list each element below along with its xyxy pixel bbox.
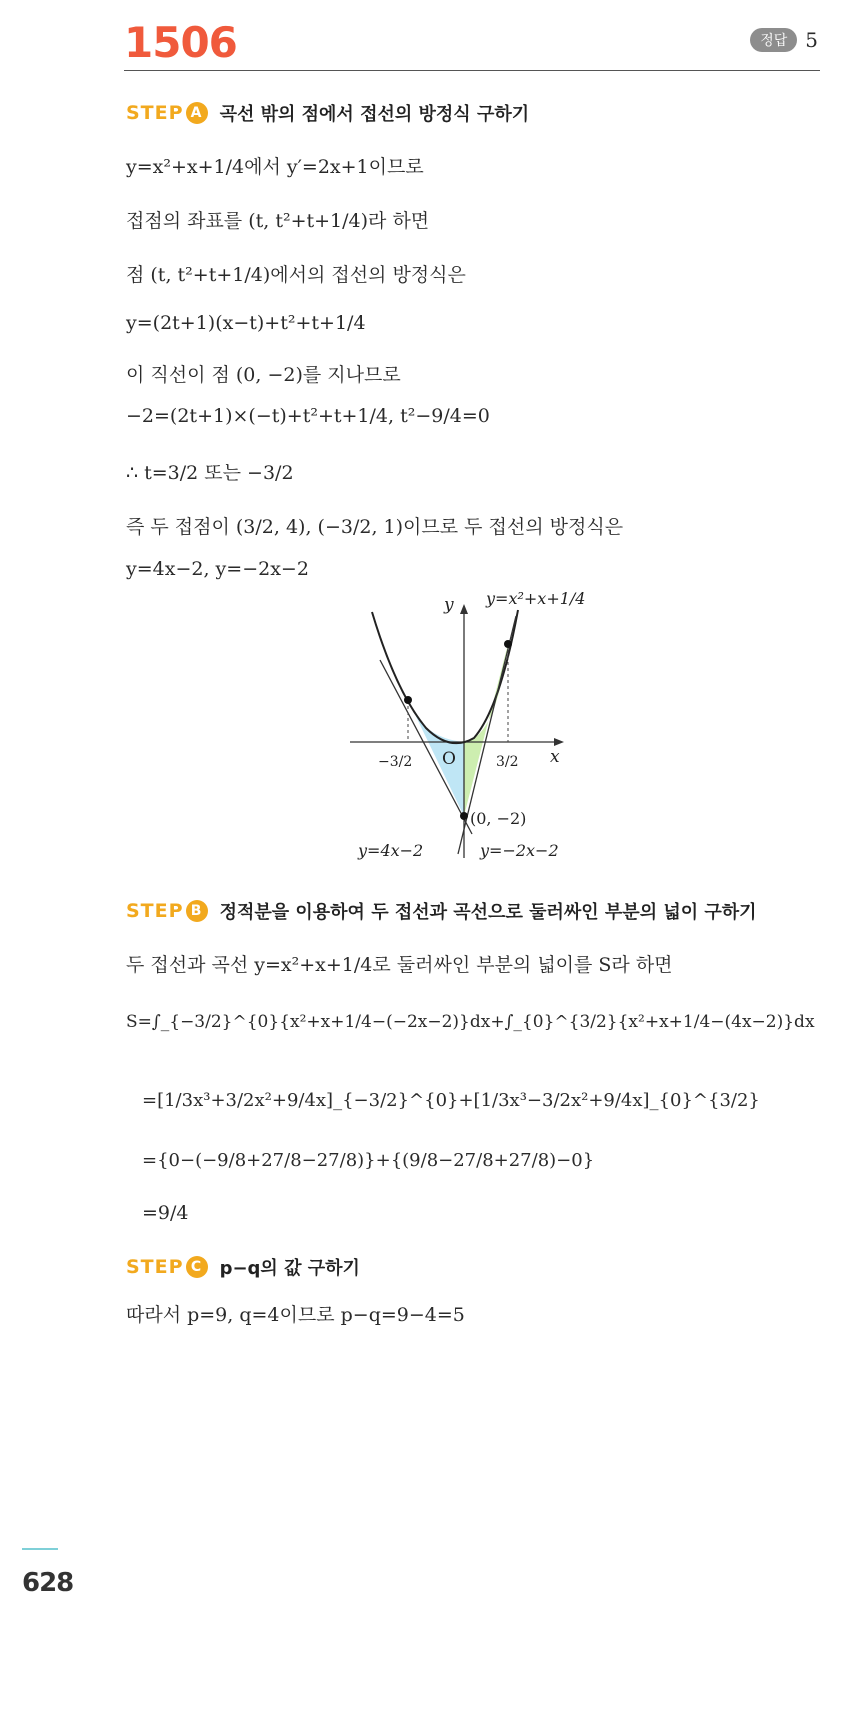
answer-area — [750, 28, 818, 52]
step-a-line: 이 직선이 점 (0, −2)를 지나므로 — [126, 364, 401, 386]
x-tick-neg: −3/2 — [378, 754, 413, 770]
step-c-title: p−q의 값 구하기 — [219, 1258, 360, 1279]
x-tick-pos: 3/2 — [496, 754, 519, 770]
page-number-accent — [22, 1548, 58, 1550]
step-a-letter-icon: A — [186, 102, 208, 124]
step-a-line: 접점의 좌표를 (t, t²+t+1/4)라 하면 — [126, 210, 430, 232]
y-axis-arrow-icon — [460, 604, 468, 614]
step-b-line: S=∫_{−3/2}^{0}{x²+x+1/4−(−2x−2)}dx+∫_{0}^{3/2}{x²+x+1/4−(4x−2)}dx — [126, 1012, 815, 1032]
y-axis-label: y — [444, 595, 454, 615]
external-point — [460, 812, 468, 820]
tangent-point-right — [504, 640, 512, 648]
step-a-line: y=(2t+1)(x−t)+t²+t+1/4 — [126, 312, 366, 334]
problem-number: 1506 — [124, 18, 237, 67]
step-a-word: STEP — [126, 102, 184, 124]
step-a-line: y=x²+x+1/4에서 y′=2x+1이므로 — [126, 156, 424, 178]
x-axis-arrow-icon — [554, 738, 564, 746]
step-a-line: −2=(2t+1)×(−t)+t²+t+1/4, t²−9/4=0 — [126, 405, 490, 427]
curve-label: y=x²+x+1/4 — [486, 589, 586, 608]
region-right — [464, 644, 508, 816]
tangent-point-left — [404, 696, 412, 704]
step-c-letter-icon: C — [186, 1256, 208, 1278]
step-c-label — [126, 1256, 208, 1278]
step-b-letter-icon: B — [186, 900, 208, 922]
answer-badge: 정답 — [750, 28, 797, 52]
step-a-label — [126, 102, 208, 124]
header-divider — [124, 70, 820, 71]
step-b-label — [126, 900, 208, 922]
step-a-line: 즉 두 접점이 (3/2, 4), (−3/2, 1)이므로 두 접선의 방정식은 — [126, 516, 624, 538]
step-b-heading — [126, 898, 757, 924]
step-c-heading — [126, 1254, 360, 1280]
step-b-line: =[1/3x³+3/2x²+9/4x]_{−3/2}^{0}+[1/3x³−3/2x²+9/4x]_{0}^{3/2} — [142, 1090, 760, 1111]
step-a-line: y=4x−2, y=−2x−2 — [126, 558, 309, 580]
point-label: (0, −2) — [470, 809, 527, 828]
step-c-word: STEP — [126, 1256, 184, 1278]
step-a-heading — [126, 100, 529, 126]
step-b-line: =9/4 — [142, 1202, 189, 1224]
answer-value: 5 — [805, 28, 818, 52]
step-b-title: 정적분을 이용하여 두 접선과 곡선으로 둘러싸인 부분의 넓이 구하기 — [219, 902, 757, 923]
step-a-line: 점 (t, t²+t+1/4)에서의 접선의 방정식은 — [126, 264, 466, 286]
line-left-label: y=4x−2 — [358, 841, 424, 860]
x-axis-label: x — [550, 747, 560, 767]
origin-label: O — [442, 749, 456, 769]
step-a-title: 곡선 밖의 점에서 접선의 방정식 구하기 — [219, 104, 530, 125]
step-a-line: ∴ t=3/2 또는 −3/2 — [126, 462, 294, 484]
step-b-word: STEP — [126, 900, 184, 922]
step-b-line: 두 접선과 곡선 y=x²+x+1/4로 둘러싸인 부분의 넓이를 S라 하면 — [126, 954, 673, 976]
step-c-line: 따라서 p=9, q=4이므로 p−q=9−4=5 — [126, 1304, 465, 1326]
parabola-curve — [372, 610, 518, 743]
page-number: 628 — [22, 1568, 74, 1598]
step-b-line: ={0−(−9/8+27/8−27/8)}+{(9/8−27/8+27/8)−0} — [142, 1150, 595, 1171]
tangent-graph — [350, 588, 610, 868]
line-right-label: y=−2x−2 — [480, 841, 559, 860]
